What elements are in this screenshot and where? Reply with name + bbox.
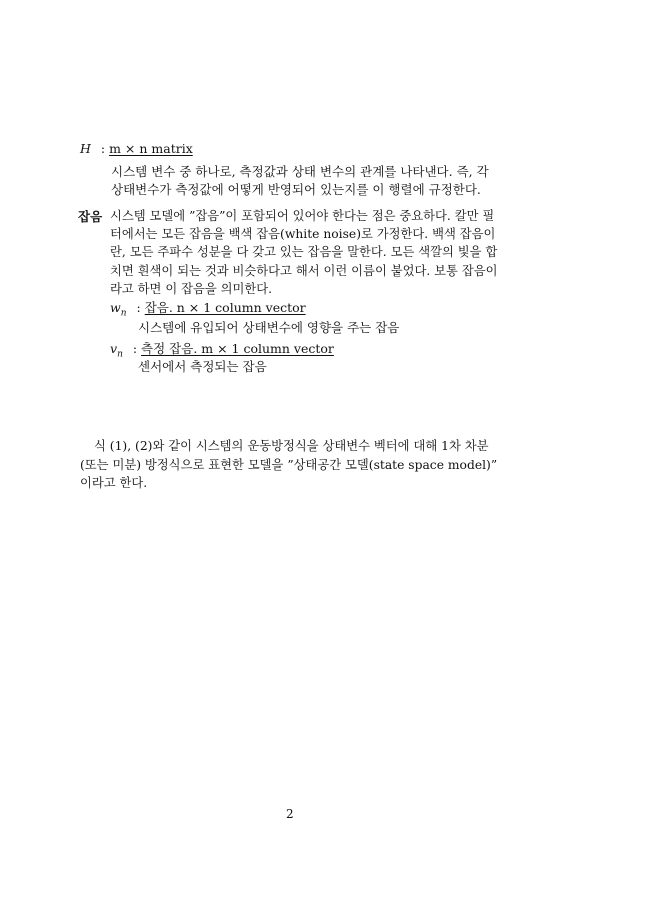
wn-term bbox=[110, 298, 306, 319]
h-label: m × n matrix bbox=[109, 141, 193, 156]
wn-desc: 시스템에 유입되어 상태변수에 영향을 주는 잡음 bbox=[138, 320, 400, 335]
vn-label: 측정 잡음. m × 1 column vector bbox=[141, 341, 334, 356]
h-definition-desc: 시스템 변수 중 하나로, 측정값과 상태 변수의 관계를 나타낸다. 즉, 각 상태변수가 측정값에 어떻게 반영되어 있는지를 이 행렬에 규정한다. bbox=[111, 164, 489, 197]
wn-symbol: $w_n$ bbox=[110, 300, 127, 319]
noise-body: 시스템 모델에 ”잡음”이 포함되어 있어야 한다는 점은 중요하다. 칼만 필터에서는 모든 잡음을 백색 잡음(white noise)로 가정한다. 백색 잡음이란, 모든 주파수 성분을 다 갖고 있는 잡음을 말한다. 모든 색깔의 빛을 합치면 흰색이 되는 것과 비슷하다고 해서 이런 이름이 붙었다. 보통 잡음이라고 하면 이 잡음을 의미한다. bbox=[110, 209, 498, 296]
page-number: 2 bbox=[286, 807, 294, 821]
h-definition-term bbox=[80, 141, 193, 156]
h-separator: : bbox=[100, 141, 106, 156]
wn-label: 잡음. n × 1 column vector bbox=[144, 300, 306, 315]
vn-desc: 센서에서 측정되는 잡음 bbox=[138, 359, 267, 374]
noise-heading: 잡음 bbox=[78, 209, 103, 224]
state-space-paragraph: 식 (1), (2)와 같이 시스템의 운동방정식을 상태변수 벡터에 대해 1차 차분 (또는 미분) 방정식으로 표현한 모델을 ”상태공간 모델(state space model)” 이라고 한다. bbox=[80, 439, 498, 490]
wn-separator: : bbox=[136, 300, 141, 315]
vn-symbol: $v_n$ bbox=[110, 341, 123, 360]
h-symbol: H bbox=[80, 141, 91, 156]
vn-separator: : bbox=[132, 341, 138, 356]
